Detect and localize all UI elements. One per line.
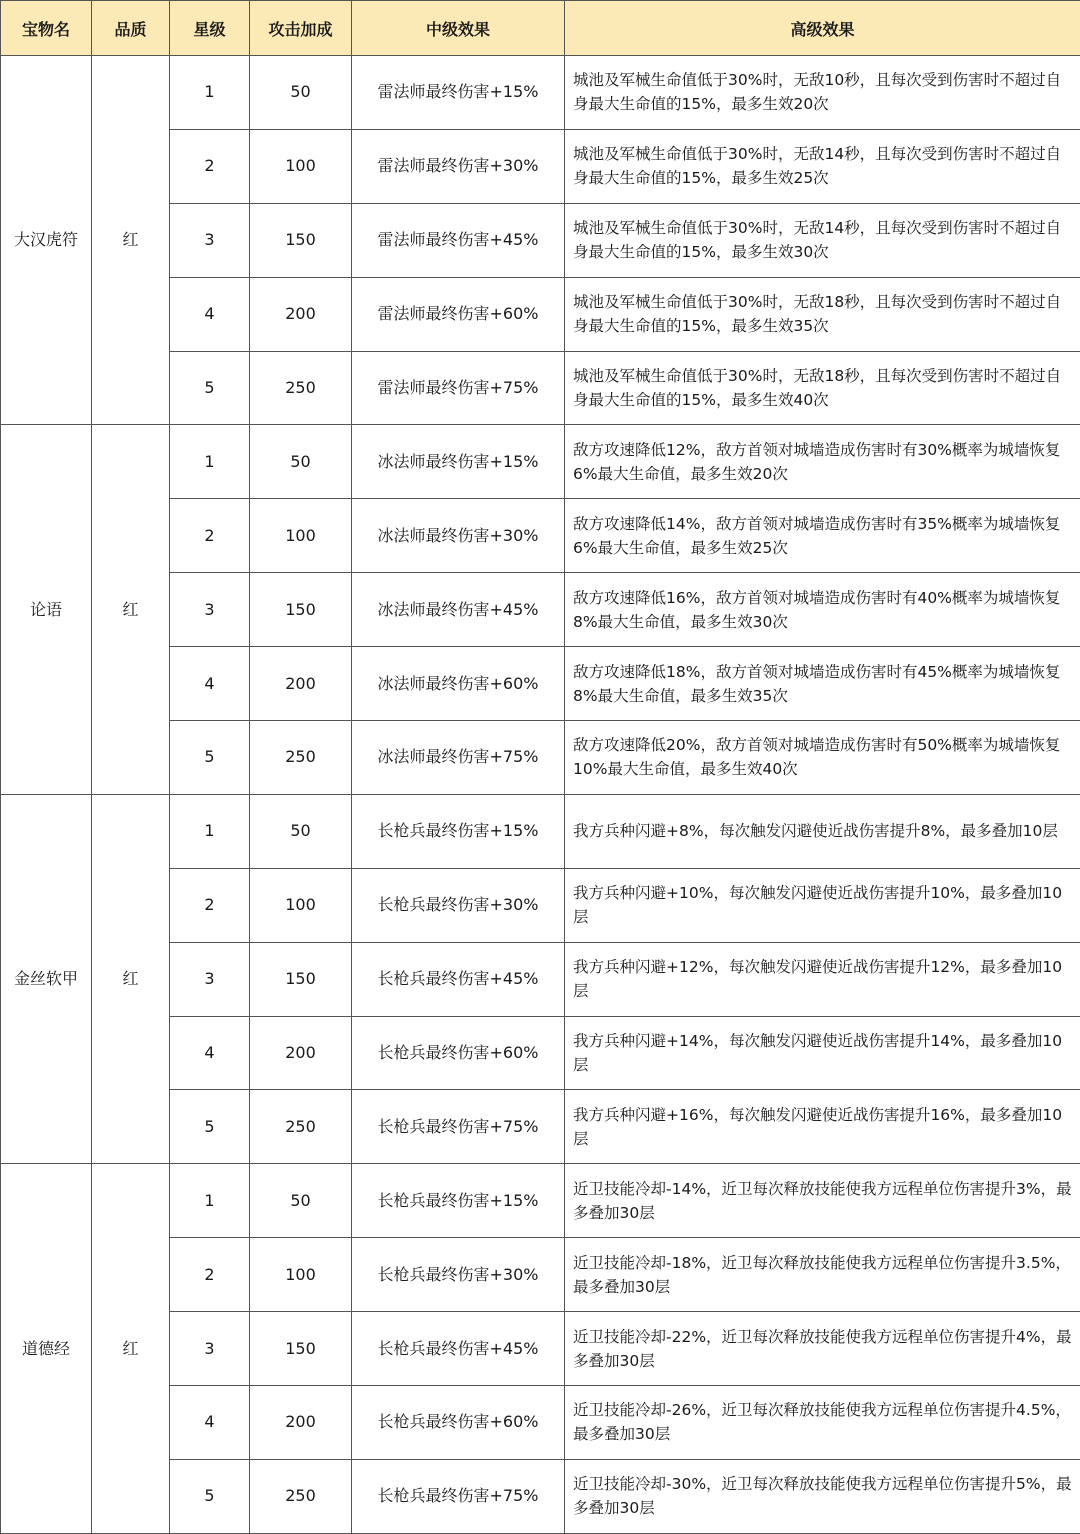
star-level-cell: 5 (170, 721, 250, 795)
star-level-cell: 3 (170, 203, 250, 277)
advanced-effect-cell: 近卫技能冷却-26%，近卫每次释放技能使我方远程单位伤害提升4.5%，最多叠加30层 (565, 1386, 1080, 1460)
header-advanced-effect: 高级效果 (565, 1, 1080, 56)
table-row (1, 56, 1080, 130)
mid-effect-cell: 长枪兵最终伤害+30% (352, 1238, 565, 1312)
advanced-effect-cell: 城池及军械生命值低于30%时，无敌18秒，且每次受到伤害时不超过自身最大生命值的15%，最多生效35次 (565, 277, 1080, 351)
star-level-cell: 2 (170, 499, 250, 573)
treasure-quality: 红 (92, 425, 170, 794)
star-level-cell: 1 (170, 1164, 250, 1238)
attack-bonus-cell: 100 (250, 129, 352, 203)
advanced-effect-cell: 我方兵种闪避+16%，每次触发闪避使近战伤害提升16%，最多叠加10层 (565, 1090, 1080, 1164)
mid-effect-cell: 长枪兵最终伤害+60% (352, 1016, 565, 1090)
attack-bonus-cell: 150 (250, 573, 352, 647)
table-row (1, 425, 1080, 499)
mid-effect-cell: 雷法师最终伤害+30% (352, 129, 565, 203)
advanced-effect-cell: 近卫技能冷却-14%，近卫每次释放技能使我方远程单位伤害提升3%，最多叠加30层 (565, 1164, 1080, 1238)
treasure-name: 金丝软甲 (1, 794, 92, 1163)
attack-bonus-cell: 200 (250, 647, 352, 721)
table-header (1, 1, 1080, 56)
attack-bonus-cell: 50 (250, 425, 352, 499)
star-level-cell: 5 (170, 1090, 250, 1164)
attack-bonus-cell: 150 (250, 942, 352, 1016)
advanced-effect-cell: 敌方攻速降低18%，敌方首领对城墙造成伤害时有45%概率为城墙恢复8%最大生命值，最多生效35次 (565, 647, 1080, 721)
mid-effect-cell: 长枪兵最终伤害+45% (352, 1312, 565, 1386)
attack-bonus-cell: 250 (250, 1459, 352, 1533)
mid-effect-cell: 雷法师最终伤害+45% (352, 203, 565, 277)
attack-bonus-cell: 50 (250, 1164, 352, 1238)
header-star-level: 星级 (170, 1, 250, 56)
mid-effect-cell: 冰法师最终伤害+30% (352, 499, 565, 573)
advanced-effect-cell: 敌方攻速降低16%，敌方首领对城墙造成伤害时有40%概率为城墙恢复8%最大生命值，最多生效30次 (565, 573, 1080, 647)
advanced-effect-cell: 城池及军械生命值低于30%时，无敌18秒，且每次受到伤害时不超过自身最大生命值的15%，最多生效40次 (565, 351, 1080, 425)
mid-effect-cell: 冰法师最终伤害+15% (352, 425, 565, 499)
advanced-effect-cell: 近卫技能冷却-30%，近卫每次释放技能使我方远程单位伤害提升5%，最多叠加30层 (565, 1459, 1080, 1533)
advanced-effect-cell: 我方兵种闪避+12%，每次触发闪避使近战伤害提升12%，最多叠加10层 (565, 942, 1080, 1016)
treasure-name: 道德经 (1, 1164, 92, 1533)
star-level-cell: 4 (170, 647, 250, 721)
advanced-effect-cell: 敌方攻速降低20%，敌方首领对城墙造成伤害时有50%概率为城墙恢复10%最大生命值，最多生效40次 (565, 721, 1080, 795)
mid-effect-cell: 冰法师最终伤害+45% (352, 573, 565, 647)
advanced-effect-cell: 我方兵种闪避+10%，每次触发闪避使近战伤害提升10%，最多叠加10层 (565, 868, 1080, 942)
mid-effect-cell: 冰法师最终伤害+75% (352, 721, 565, 795)
attack-bonus-cell: 250 (250, 721, 352, 795)
attack-bonus-cell: 200 (250, 1016, 352, 1090)
table-row (1, 794, 1080, 868)
advanced-effect-cell: 我方兵种闪避+14%，每次触发闪避使近战伤害提升14%，最多叠加10层 (565, 1016, 1080, 1090)
header-treasure-name: 宝物名 (1, 1, 92, 56)
advanced-effect-cell: 我方兵种闪避+8%，每次触发闪避使近战伤害提升8%，最多叠加10层 (565, 794, 1080, 868)
attack-bonus-cell: 50 (250, 794, 352, 868)
attack-bonus-cell: 200 (250, 277, 352, 351)
star-level-cell: 5 (170, 1459, 250, 1533)
treasure-quality: 红 (92, 56, 170, 425)
header-quality: 品质 (92, 1, 170, 56)
attack-bonus-cell: 150 (250, 203, 352, 277)
mid-effect-cell: 雷法师最终伤害+75% (352, 351, 565, 425)
mid-effect-cell: 冰法师最终伤害+60% (352, 647, 565, 721)
star-level-cell: 3 (170, 942, 250, 1016)
star-level-cell: 2 (170, 1238, 250, 1312)
star-level-cell: 4 (170, 1016, 250, 1090)
attack-bonus-cell: 250 (250, 351, 352, 425)
treasure-quality: 红 (92, 794, 170, 1163)
header-row (1, 1, 1080, 56)
star-level-cell: 1 (170, 56, 250, 130)
advanced-effect-cell: 近卫技能冷却-22%，近卫每次释放技能使我方远程单位伤害提升4%，最多叠加30层 (565, 1312, 1080, 1386)
advanced-effect-cell: 城池及军械生命值低于30%时，无敌14秒，且每次受到伤害时不超过自身最大生命值的15%，最多生效30次 (565, 203, 1080, 277)
treasure-name: 论语 (1, 425, 92, 794)
mid-effect-cell: 雷法师最终伤害+60% (352, 277, 565, 351)
star-level-cell: 3 (170, 1312, 250, 1386)
star-level-cell: 1 (170, 794, 250, 868)
star-level-cell: 3 (170, 573, 250, 647)
treasure-name: 大汉虎符 (1, 56, 92, 425)
mid-effect-cell: 长枪兵最终伤害+15% (352, 794, 565, 868)
star-level-cell: 2 (170, 129, 250, 203)
advanced-effect-cell: 敌方攻速降低14%，敌方首领对城墙造成伤害时有35%概率为城墙恢复6%最大生命值，最多生效25次 (565, 499, 1080, 573)
star-level-cell: 1 (170, 425, 250, 499)
table-row (1, 1164, 1080, 1238)
mid-effect-cell: 长枪兵最终伤害+15% (352, 1164, 565, 1238)
advanced-effect-cell: 近卫技能冷却-18%，近卫每次释放技能使我方远程单位伤害提升3.5%，最多叠加30层 (565, 1238, 1080, 1312)
attack-bonus-cell: 200 (250, 1386, 352, 1460)
mid-effect-cell: 长枪兵最终伤害+30% (352, 868, 565, 942)
attack-bonus-cell: 50 (250, 56, 352, 130)
star-level-cell: 4 (170, 277, 250, 351)
mid-effect-cell: 长枪兵最终伤害+75% (352, 1090, 565, 1164)
table-body (1, 56, 1080, 1534)
star-level-cell: 2 (170, 868, 250, 942)
advanced-effect-cell: 城池及军械生命值低于30%时，无敌10秒，且每次受到伤害时不超过自身最大生命值的15%，最多生效20次 (565, 56, 1080, 130)
header-mid-effect: 中级效果 (352, 1, 565, 56)
mid-effect-cell: 长枪兵最终伤害+60% (352, 1386, 565, 1460)
advanced-effect-cell: 敌方攻速降低12%，敌方首领对城墙造成伤害时有30%概率为城墙恢复6%最大生命值，最多生效20次 (565, 425, 1080, 499)
mid-effect-cell: 长枪兵最终伤害+45% (352, 942, 565, 1016)
attack-bonus-cell: 100 (250, 1238, 352, 1312)
attack-bonus-cell: 250 (250, 1090, 352, 1164)
mid-effect-cell: 长枪兵最终伤害+75% (352, 1459, 565, 1533)
mid-effect-cell: 雷法师最终伤害+15% (352, 56, 565, 130)
advanced-effect-cell: 城池及军械生命值低于30%时，无敌14秒，且每次受到伤害时不超过自身最大生命值的15%，最多生效25次 (565, 129, 1080, 203)
star-level-cell: 4 (170, 1386, 250, 1460)
attack-bonus-cell: 100 (250, 499, 352, 573)
attack-bonus-cell: 100 (250, 868, 352, 942)
header-attack-bonus: 攻击加成 (250, 1, 352, 56)
star-level-cell: 5 (170, 351, 250, 425)
attack-bonus-cell: 150 (250, 1312, 352, 1386)
treasure-quality: 红 (92, 1164, 170, 1533)
